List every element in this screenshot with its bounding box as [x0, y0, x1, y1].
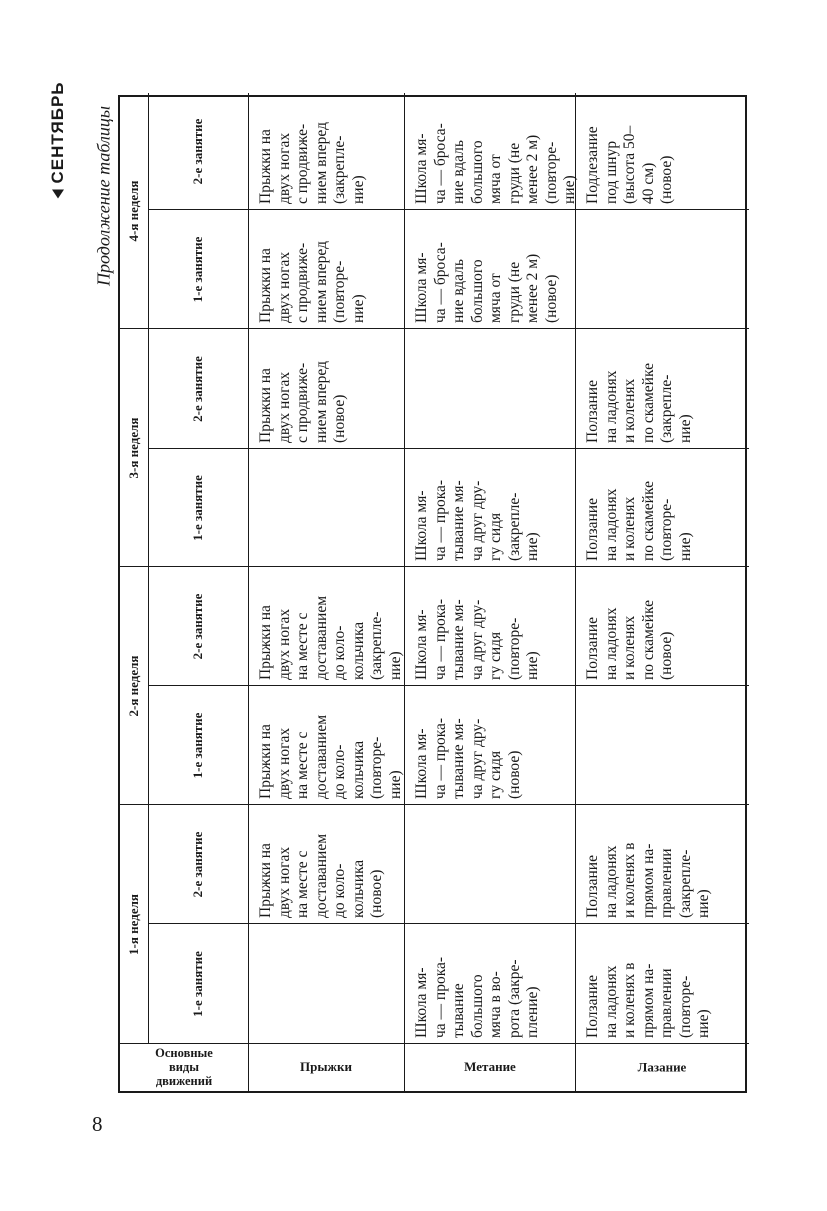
- corner-header: [120, 1044, 248, 1091]
- schedule-table-wrap: [118, 95, 747, 1093]
- row-header-jumps: [248, 1044, 404, 1091]
- row-header-text: Метание: [463, 1059, 516, 1075]
- week-header: 1-я неделя: [126, 894, 141, 955]
- table-cell: Школа мя- ча — прока- тывание мя- ча друг дру- гу сидя (повторе- ние): [413, 598, 541, 680]
- table-cell: Ползание на ладонях и коленях по скамейке (повторе- ние): [584, 481, 694, 561]
- session-header: 1-е занятие: [190, 236, 205, 303]
- table-cell: Школа мя- ча — броса- ние вдаль большого мяча от груди (не менее 2 м) (новое): [413, 242, 560, 323]
- table-cell: Прыжки на двух ногах с продвиже- нием вперед (новое): [257, 361, 348, 443]
- table-cell: [248, 449, 404, 567]
- row-header-text: Прыжки: [300, 1059, 352, 1075]
- table-cell: Школа мя- ча — прока- тывание большого мяча в во- рота (закре- пление): [413, 956, 541, 1038]
- table-cell: Прыжки на двух ногах на месте с доставанием до коло- кольчика (повторе- ние): [257, 714, 404, 799]
- session-header: 2-е занятие: [190, 831, 205, 898]
- table-cell: Школа мя- ча — прока- тывание мя- ча друг дру- гу сидя (закрепле- ние): [413, 479, 541, 561]
- row-header-text: Лазание: [637, 1059, 687, 1075]
- table-cell: Подлезание под шнур (высота 50– 40 см) (новое): [584, 125, 675, 204]
- table-cell: Ползание на ладонях и коленях в прямом на- правлении (повторе- ние): [584, 962, 712, 1038]
- section-title: [48, 81, 68, 198]
- table-cell: [575, 210, 749, 329]
- table-cell: Прыжки на двух ногах на месте с доставанием до коло- кольчика (закрепле- ние): [257, 595, 404, 680]
- table-cell: Ползание на ладонях и коленях в прямом на- правлении (закрепле- ние): [584, 842, 712, 918]
- table-cell: [404, 805, 575, 924]
- corner-header-text: Основные виды движений: [155, 1046, 213, 1089]
- table-cell: [248, 924, 404, 1044]
- row-header-throwing: [404, 1044, 575, 1091]
- week-header: 3-я неделя: [126, 417, 141, 479]
- week-header: 2-я неделя: [126, 655, 141, 717]
- schedule-table: [118, 95, 747, 1093]
- session-header: 2-е занятие: [190, 356, 205, 422]
- triangle-left-icon: [52, 190, 64, 199]
- table-cell: Школа мя- ча — броса- ние вдаль большого мяча от груди (не менее 2 м) (повторе- ние): [413, 123, 578, 204]
- session-header: 1-е занятие: [190, 712, 205, 779]
- page-number: 8: [92, 1112, 103, 1136]
- session-header: 2-е занятие: [190, 593, 205, 660]
- continued-label: Продолжение таблицы: [93, 105, 114, 287]
- table-cell: Прыжки на двух ногах на месте с доставанием до коло- кольчика (новое): [257, 833, 385, 918]
- session-header: 1-е занятие: [190, 475, 205, 541]
- table-cell: Прыжки на двух ногах с продвиже- нием вперед (закрепле- ние): [257, 122, 367, 204]
- table-cell: [575, 686, 749, 805]
- table-cell: Школа мя- ча — прока- тывание мя- ча друг дру- гу сидя (новое): [413, 717, 523, 799]
- table-cell: Прыжки на двух ногах с продвиже- нием вперед (повторе- ние): [257, 241, 367, 323]
- section-title-text: СЕНТЯБРЬ: [48, 81, 67, 184]
- session-header: 2-е занятие: [190, 118, 205, 185]
- table-cell: Ползание на ладонях и коленях по скамейке (закрепле- ние): [584, 363, 694, 443]
- table-cell: [404, 329, 575, 449]
- row-header-climbing: [575, 1044, 749, 1091]
- session-header: 1-е занятие: [190, 951, 205, 1017]
- table-cell: Ползание на ладонях и коленях по скамейке (новое): [584, 600, 675, 680]
- week-header: 4-я неделя: [126, 180, 141, 242]
